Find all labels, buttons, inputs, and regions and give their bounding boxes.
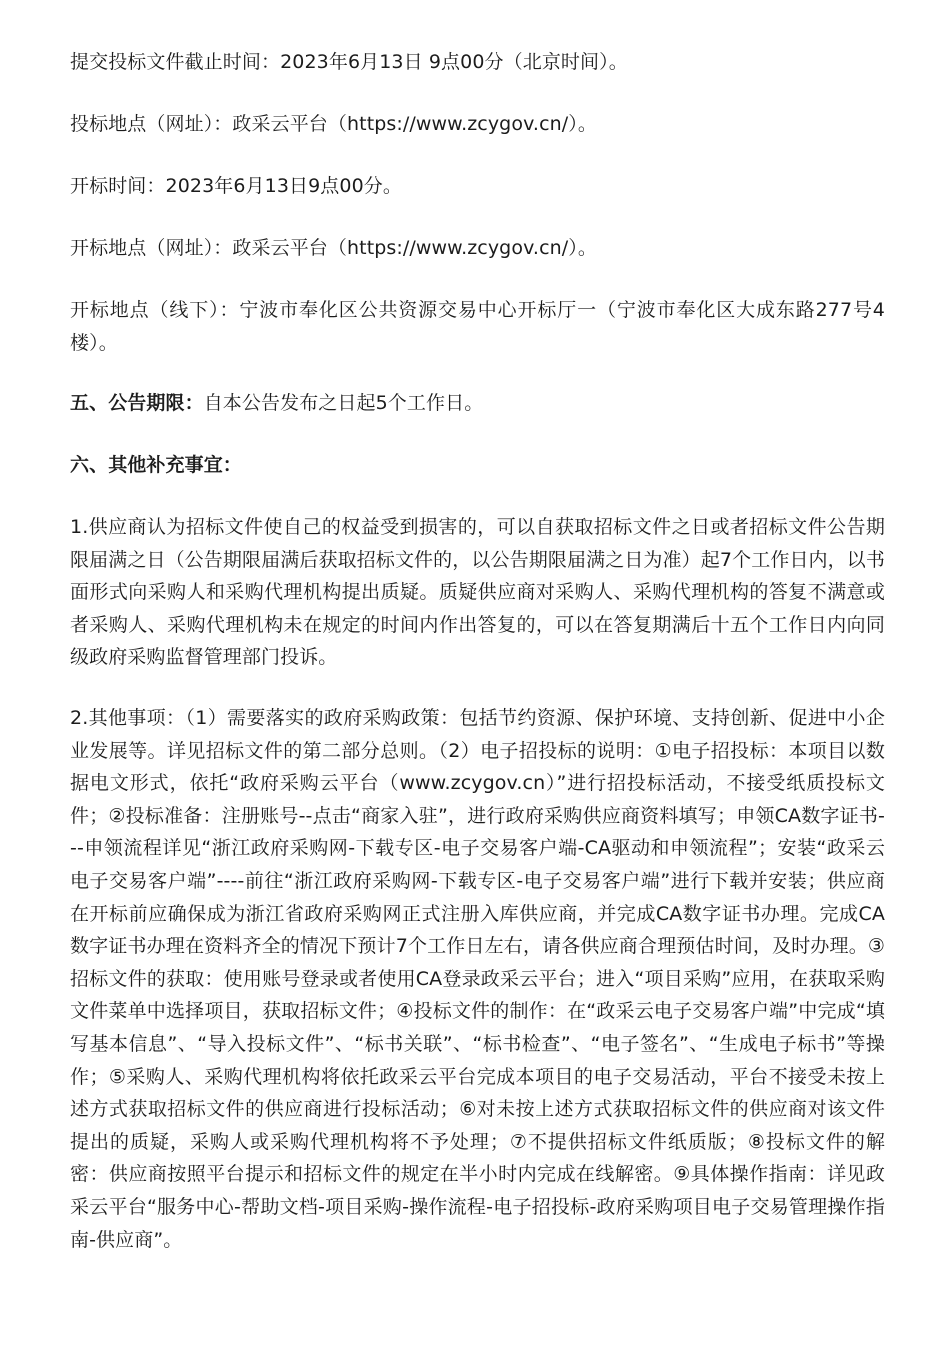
bid-location-line: 投标地点（网址）：政采云平台（https://www.zcygov.cn/）。 [70,113,597,135]
bid-deadline-line: 提交投标文件截止时间：2023年6月13日 9点00分（北京时间）。 [70,51,628,73]
section-5-heading: 五、公告期限： [70,392,204,414]
item-1-paragraph: 1.供应商认为招标文件使自己的权益受到损害的，可以自获取招标文件之日或者招标文件公告期限届满之日（公告期限届满后获取招标文件的，以公告期限届满之日为准）起7个工作日内，以书面形式向采购人和采购代理机构提出质疑。质疑供应商对采购人、采购代理机构的答复不满意或者采购人、采购代理机构未在规定的时间内作出答复的，可以在答复期满后十五个工作日内向同级政府采购监督管理部门投诉。 [70,516,885,669]
section-6-heading: 六、其他补充事宜： [70,454,242,476]
opening-location-offline-paragraph: 开标地点（线下）：宁波市奉化区公共资源交易中心开标厅一（宁波市奉化区大成东路277号4楼）。 [70,299,885,354]
section-5-text: 自本公告发布之日起5个工作日。 [203,392,484,414]
opening-location-online-line: 开标地点（网址）：政采云平台（https://www.zcygov.cn/）。 [70,237,597,259]
item-2-paragraph: 2.其他事项：（1）需要落实的政府采购政策：包括节约资源、保护环境、支持创新、促进中小企业发展等。详见招标文件的第二部分总则。（2）电子招投标的说明：①电子招投标：本项目以数据电文形式，依托“政府采购云平台（www.zcygov.cn）”进行招投标活动，不接受纸质投标文件；②投标准备：注册账号--点击“商家入驻”，进行政府采购供应商资料填写；申领CA数字证书---申领流程详见“浙江政府采购网-下载专区-电子交易客户端-CA驱动和申领流程”；安装“政采云电子交易客户端”----前往“浙江政府采购网-下载专区-电子交易客户端”进行下载并安装；供应商在开标前应确保成为浙江省政府采购网正式注册入库供应商，并完成CA数字证书办理。完成CA数字证书办理在资料齐全的情况下预计7个工作日左右，请各供应商合理预估时间，及时办理。③招标文件的获取：使用账号登录或者使用CA登录政采云平台；进入“项目采购”应用，在获取采购文件菜单中选择项目，获取招标文件；④投标文件的制作：在“政采云电子交易客户端”中完成“填写基本信息”、“导入投标文件”、“标书关联”、“标书检查”、“电子签名”、“生成电子标书”等操作；⑤采购人、采购代理机构将依托政采云平台完成本项目的电子交易活动，平台不接受未按上述方式获取招标文件的供应商进行投标活动；⑥对未按上述方式获取招标文件的供应商对该文件提出的质疑，采购人或采购代理机构将不予处理；⑦不提供招标文件纸质版；⑧投标文件的解密：供应商按照平台提示和招标文件的规定在半小时内完成在线解密。⑨具体操作指南：详见政采云平台“服务中心-帮助文档-项目采购-操作流程-电子招投标-政府采购项目电子交易管理操作指南-供应商”。 [70,707,885,1251]
section-5-paragraph [70,387,885,420]
opening-time-line: 开标时间：2023年6月13日9点00分。 [70,175,402,197]
